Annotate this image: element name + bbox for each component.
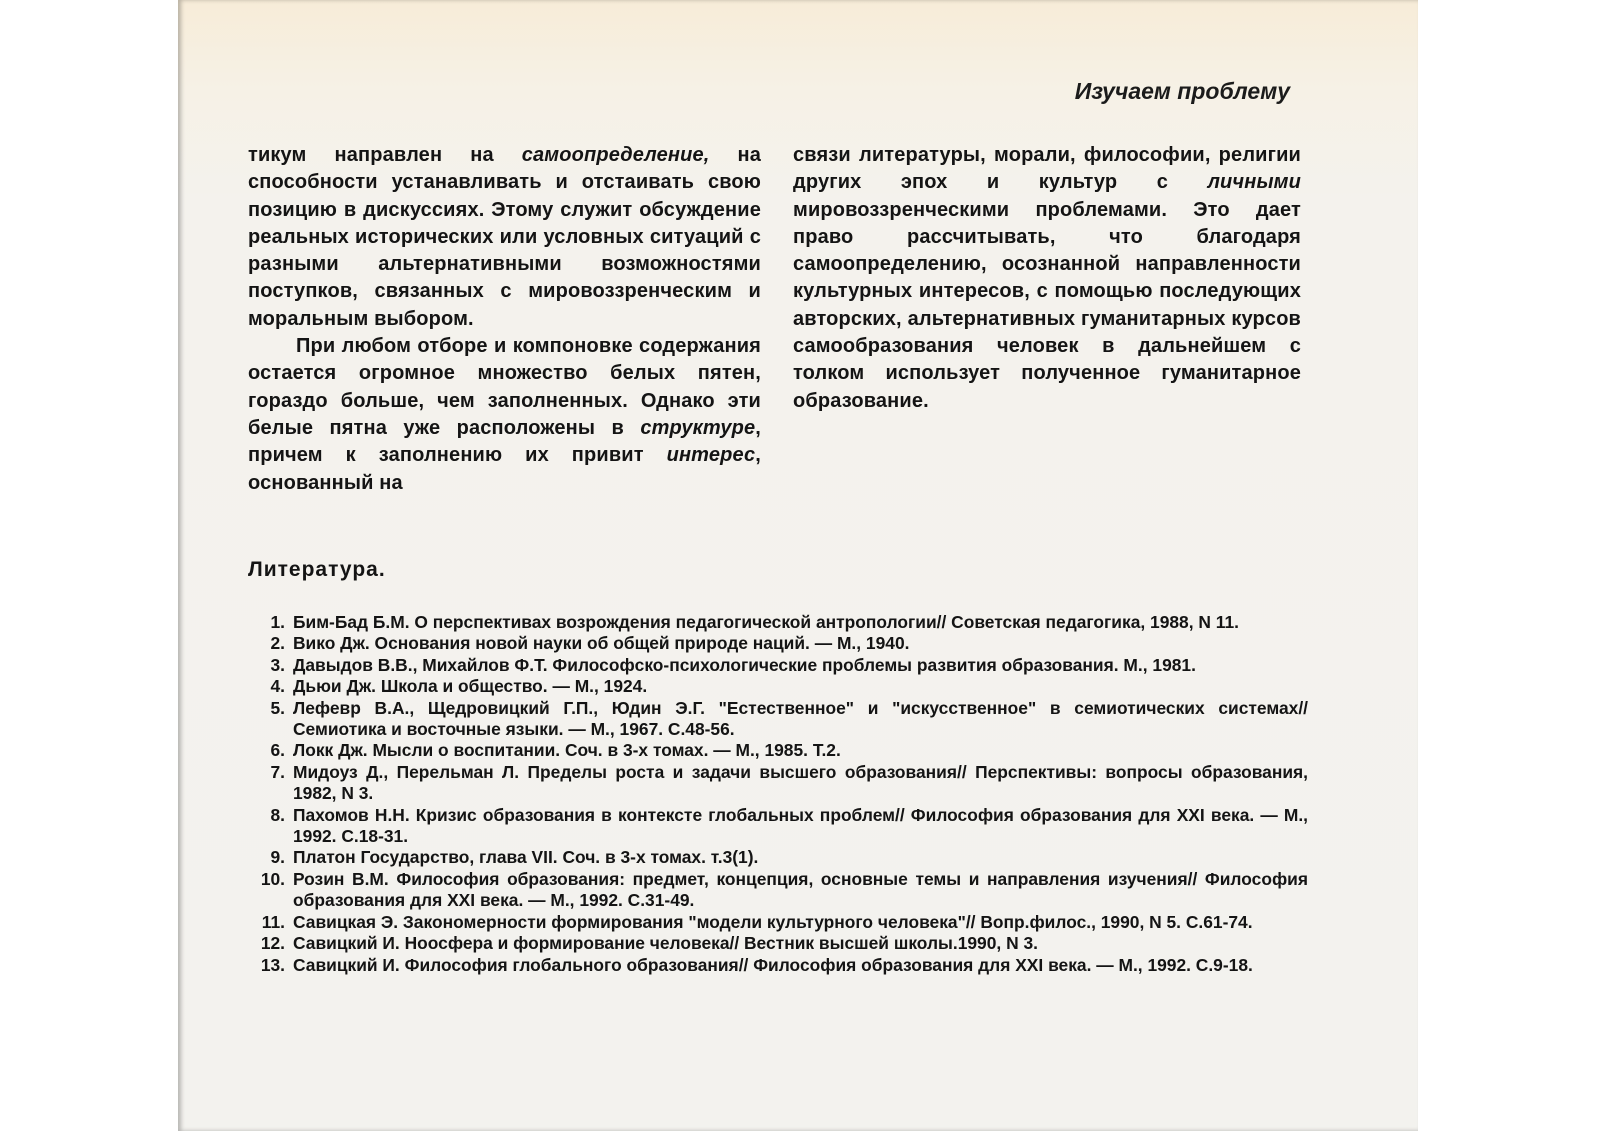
emphasized-text: самоопределение, xyxy=(521,144,710,166)
reference-item xyxy=(233,805,1308,848)
text-run: мировоззренческими проблемами. Это дает право рассчитывать, что благодаря самоопределению, осознанной направленности культурных интересов, с помощью последующих авторских, альтернативных гуманитарных курсов самообразования человек в дальнейшем с толком использует полученное гуманитарное образование. xyxy=(793,198,1301,412)
emphasized-text: структуре xyxy=(640,416,756,439)
reference-number: 8. xyxy=(270,804,285,825)
right-text-column xyxy=(793,142,1301,415)
reference-number: 5. xyxy=(270,697,285,718)
reference-item xyxy=(233,869,1308,912)
reference-item xyxy=(233,955,1308,976)
reference-number: 10. xyxy=(260,868,285,889)
reference-text: Платон Государство, глава VII. Соч. в 3-х томах. т.3(1). xyxy=(293,847,759,868)
reference-number: 7. xyxy=(270,761,285,782)
reference-item xyxy=(233,698,1308,741)
reference-item xyxy=(233,847,1308,868)
text-run: на способности устанавливать и отстаивать свою позицию в дискуссиях. Этому служит обсуждение реальных исторических или условных ситуаций с разными альтернативными возможностями поступков, связанных с мировоззренческим и моральным выбором. xyxy=(248,144,761,330)
right-paragraph-1 xyxy=(793,142,1301,415)
reference-text: Вико Дж. Основания новой науки об общей природе наций. — М., 1940. xyxy=(293,633,910,654)
emphasized-text: личными xyxy=(1207,171,1301,194)
reference-number: 13. xyxy=(260,954,285,975)
text-run: , причем к заполнению их привит xyxy=(248,416,761,467)
reference-item xyxy=(233,740,1308,761)
text-run: При любом отборе и компоновке содержания остается огромное множество белых пятен, гораздо больше, чем заполненных. Однако эти белые пятна уже расположены в xyxy=(248,335,761,439)
reference-text: Лефевр В.А., Щедровицкий Г.П., Юдин Э.Г. "Естественное" и "искусственное" в семиотических системах// Семиотика и восточные языки. — М., 1967. С.48-56. xyxy=(293,697,1308,740)
running-header: Изучаем проблему xyxy=(1074,78,1290,104)
reference-text: Дьюи Дж. Школа и общество. — М., 1924. xyxy=(293,676,648,697)
reference-item xyxy=(233,612,1308,633)
text-run: тикум направлен на xyxy=(248,144,522,166)
reference-number: 3. xyxy=(270,654,285,675)
reference-text: Мидоуз Д., Перельман Л. Пределы роста и задачи высшего образования// Перспективы: вопросы образования, 1982, N 3. xyxy=(293,761,1308,804)
text-run: , основанный на xyxy=(248,444,761,494)
reference-item xyxy=(233,933,1308,954)
text-run: связи литературы, морали, философии, религии других эпох и культур с xyxy=(793,144,1301,194)
reference-text: Пахомов Н.Н. Кризис образования в контексте глобальных проблем// Философия образования для XXI века. — М., 1992. С.18-31. xyxy=(293,804,1308,847)
reference-item xyxy=(233,676,1308,697)
emphasized-text: интерес xyxy=(666,444,756,467)
reference-item xyxy=(233,912,1308,933)
reference-number: 1. xyxy=(270,612,285,632)
left-text-column xyxy=(248,142,761,497)
left-paragraph-2 xyxy=(248,333,761,497)
reference-text: Савицкий И. Ноосфера и формирование человека// Вестник высшей школы.1990, N 3. xyxy=(293,933,1038,954)
reference-text: Бим-Бад Б.М. О перспективах возрождения педагогической антропологии// Советская педагогика, 1988, N 11. xyxy=(293,612,1239,632)
reference-number: 4. xyxy=(270,676,285,697)
reference-number: 12. xyxy=(260,933,285,954)
left-paragraph-1 xyxy=(248,142,761,333)
reference-text: Розин В.М. Философия образования: предмет, концепция, основные темы и направления изучения// Философия образования для XXI века. — М., 1992. С.31-49. xyxy=(293,868,1308,911)
reference-item xyxy=(233,633,1308,654)
reference-text: Савицкая Э. Закономерности формирования "модели культурного человека"// Вопр.филос., 1990, N 5. С.61-74. xyxy=(293,911,1253,932)
reference-number: 2. xyxy=(270,633,285,654)
reference-item xyxy=(233,655,1308,676)
reference-number: 11. xyxy=(261,911,285,932)
book-page xyxy=(178,0,1418,1131)
reference-text: Давыдов В.В., Михайлов Ф.Т. Философско-психологические проблемы развития образования. М., 1981. xyxy=(293,654,1196,675)
reference-number: 6. xyxy=(270,740,285,761)
literature-heading: Литература. xyxy=(248,558,386,581)
reference-text: Локк Дж. Мысли о воспитании. Соч. в 3-х томах. — М., 1985. Т.2. xyxy=(293,740,841,761)
reference-text: Савицкий И. Философия глобального образования// Философия образования для XXI века. — М., 1992. С.9-18. xyxy=(293,954,1253,975)
reference-item xyxy=(233,762,1308,805)
reference-number: 9. xyxy=(270,847,285,868)
reference-list xyxy=(233,612,1308,976)
